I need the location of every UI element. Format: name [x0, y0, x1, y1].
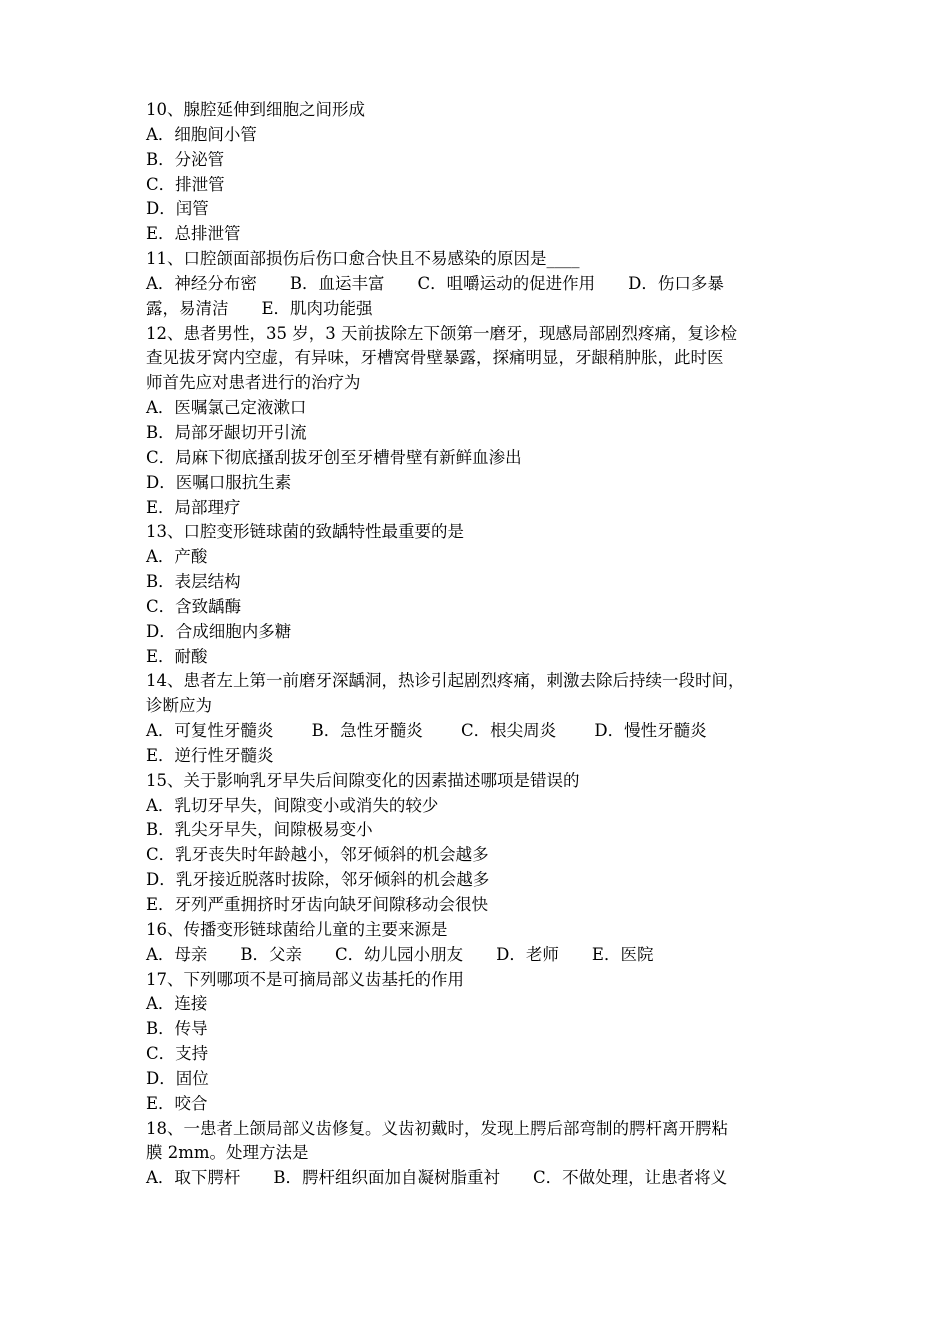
document-page	[146, 98, 816, 1191]
answer-option: A．连接	[146, 994, 208, 1014]
question-18	[146, 1117, 816, 1192]
answer-options-line: A．母亲 B．父亲 C．幼儿园小朋友 D．老师 E．医院	[146, 944, 654, 964]
question-stem-line: 18、一患者上颌局部义齿修复。义齿初戴时，发现上腭后部弯制的腭杆离开腭粘	[146, 1118, 728, 1138]
question-stem: 11、口腔颌面部损伤后伤口愈合快且不易感染的原因是____	[146, 249, 580, 269]
question-14	[146, 669, 816, 768]
answer-option: C．含致龋酶	[146, 596, 242, 616]
answer-option: C．支持	[146, 1044, 209, 1064]
question-stem: 16、传播变形链球菌给儿童的主要来源是	[146, 919, 448, 939]
question-17	[146, 968, 816, 1117]
question-16	[146, 918, 816, 968]
answer-option: A．产酸	[146, 547, 208, 567]
answer-option: A．乳切牙早失，间隙变小或消失的较少	[146, 795, 439, 815]
answer-option: D．乳牙接近脱落时拔除，邻牙倾斜的机会越多	[146, 870, 490, 890]
question-stem-line: 12、患者男性，35 岁，3 天前拔除左下颌第一磨牙，现感局部剧烈疼痛，复诊检	[146, 323, 737, 343]
answer-option: C．乳牙丧失时年龄越小，邻牙倾斜的机会越多	[146, 845, 489, 865]
answer-option: E．耐酸	[146, 646, 208, 666]
answer-option: C．局麻下彻底搔刮拔牙创至牙槽骨壁有新鲜血渗出	[146, 447, 522, 467]
question-15	[146, 769, 816, 918]
answer-option: D．医嘱口服抗生素	[146, 472, 292, 492]
question-stem: 17、下列哪项不是可摘局部义齿基托的作用	[146, 969, 464, 989]
answer-option: D．合成细胞内多糖	[146, 621, 292, 641]
answer-options-line: 露，易清洁 E．肌肉功能强	[146, 298, 373, 318]
answer-options-line: A．取下腭杆 B．腭杆组织面加自凝树脂重衬 C．不做处理，让患者将义	[146, 1168, 728, 1188]
answer-option: E．牙列严重拥挤时牙齿向缺牙间隙移动会很快	[146, 895, 489, 914]
answer-option: B．表层结构	[146, 572, 241, 592]
question-13	[146, 520, 816, 669]
question-11	[146, 247, 816, 322]
answer-option: D．闰管	[146, 199, 209, 219]
question-stem-line: 诊断应为	[146, 696, 212, 716]
answer-options-line: A．神经分布密 B．血运丰富 C．咀嚼运动的促进作用 D．伤口多暴	[146, 273, 724, 293]
answer-option: B．分泌管	[146, 149, 225, 169]
answer-option: B．传导	[146, 1019, 208, 1039]
answer-option: E．咬合	[146, 1093, 208, 1113]
question-stem-line: 查见拔牙窝内空虚，有异味，牙槽窝骨壁暴露，探痛明显，牙龈稍肿胀，此时医	[146, 348, 724, 368]
answer-option: A．医嘱氯己定液漱口	[146, 398, 307, 418]
answer-options-line: A．可复性牙髓炎 B．急性牙髓炎 C．根尖周炎 D．慢性牙髓炎	[146, 721, 707, 741]
answer-option: D．固位	[146, 1068, 209, 1088]
question-10	[146, 98, 816, 247]
answer-option: C．排泄管	[146, 174, 225, 194]
question-stem: 15、关于影响乳牙早失后间隙变化的因素描述哪项是错误的	[146, 770, 580, 790]
answer-option: E．局部理疗	[146, 497, 241, 517]
answer-options-line: E．逆行性牙髓炎	[146, 745, 274, 765]
question-12	[146, 322, 816, 521]
answer-option: B．局部牙龈切开引流	[146, 422, 307, 442]
question-stem: 10、腺腔延伸到细胞之间形成	[146, 100, 365, 119]
answer-option: E．总排泄管	[146, 224, 241, 244]
question-stem-line: 14、患者左上第一前磨牙深龋洞，热诊引起剧烈疼痛，刺激去除后持续一段时间，	[146, 671, 745, 691]
question-stem-line: 膜 2mm。处理方法是	[146, 1143, 309, 1163]
question-stem: 13、口腔变形链球菌的致龋特性最重要的是	[146, 522, 464, 542]
question-stem-line: 师首先应对患者进行的治疗为	[146, 373, 361, 393]
answer-option: A．细胞间小管	[146, 124, 257, 144]
answer-option: B．乳尖牙早失，间隙极易变小	[146, 820, 373, 840]
